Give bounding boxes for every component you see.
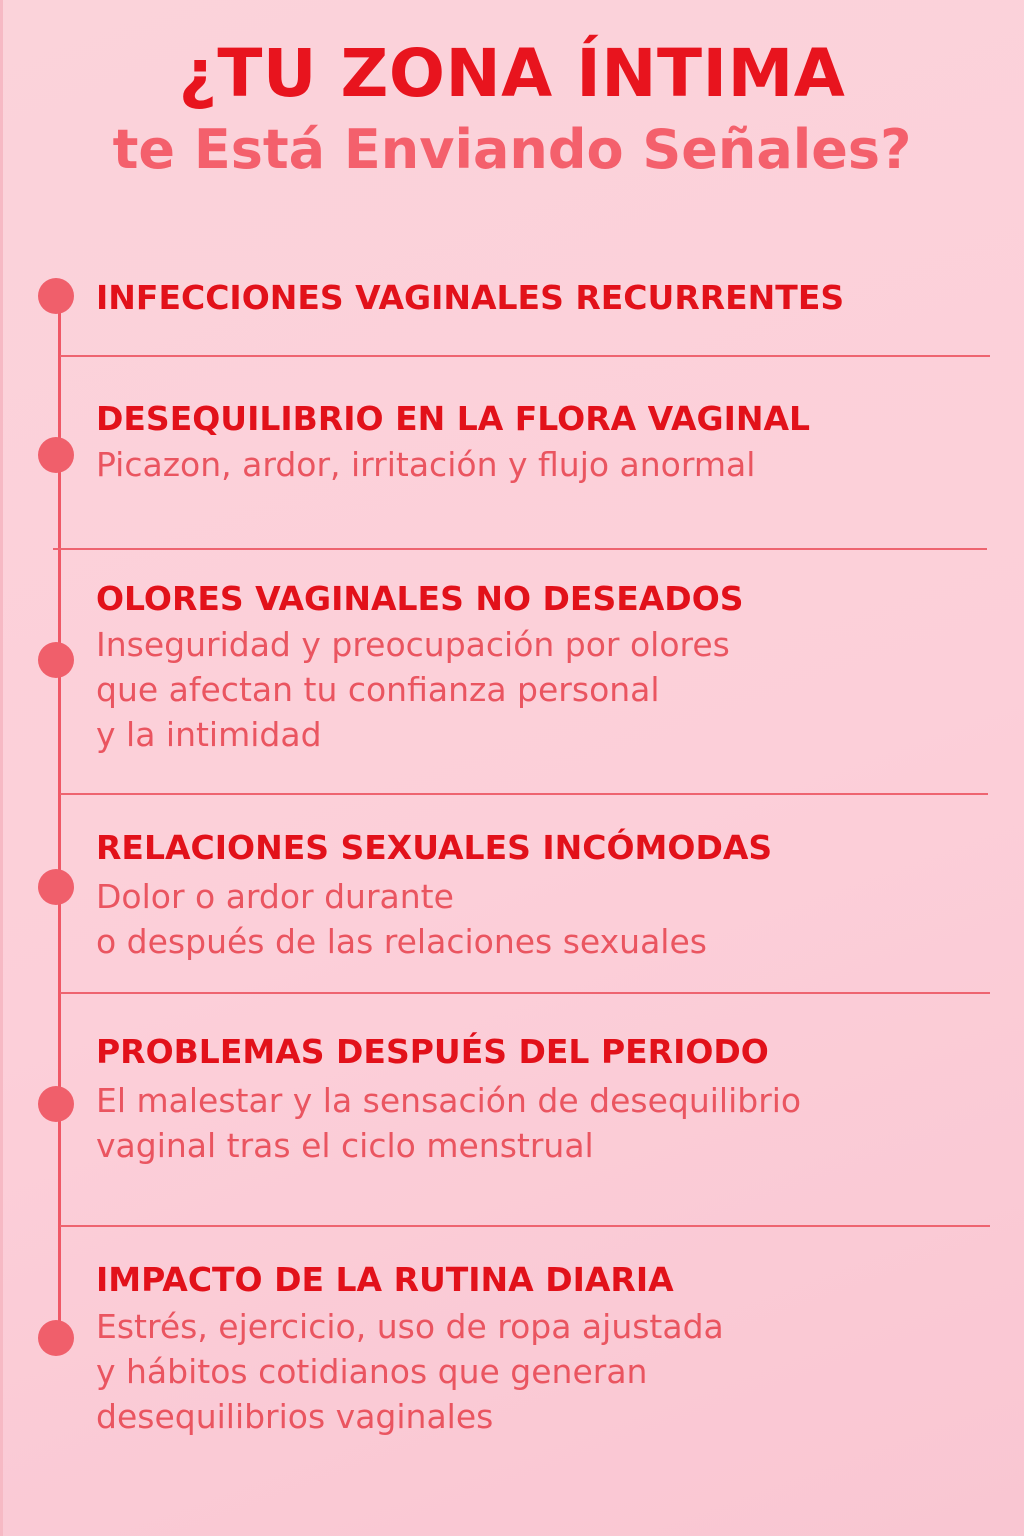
divider-5 bbox=[60, 1225, 990, 1227]
timeline-dot-5 bbox=[38, 1086, 74, 1122]
timeline-dot-1 bbox=[38, 278, 74, 314]
item-1-heading: INFECCIONES VAGINALES RECURRENTES bbox=[96, 278, 845, 317]
item-3-description: Inseguridad y preocupación por olores que afectan tu confianza personal y la intimidad bbox=[96, 625, 730, 754]
item-4-heading: RELACIONES SEXUALES INCÓMODAS bbox=[96, 828, 773, 867]
divider-3 bbox=[60, 793, 988, 795]
item-5-heading: PROBLEMAS DESPUÉS DEL PERIODO bbox=[96, 1032, 769, 1071]
item-3-heading: OLORES VAGINALES NO DESEADOS bbox=[96, 579, 744, 618]
item-2-description: Picazon, ardor, irritación y flujo anormal bbox=[96, 445, 756, 484]
timeline-dot-6 bbox=[38, 1320, 74, 1356]
timeline-dot-2 bbox=[38, 437, 74, 473]
item-4-description: Dolor o ardor durante o después de las relaciones sexuales bbox=[96, 877, 707, 961]
timeline-dot-4 bbox=[38, 869, 74, 905]
item-2-heading: DESEQUILIBRIO EN LA FLORA VAGINAL bbox=[96, 399, 811, 438]
item-6-description: Estrés, ejercicio, uso de ropa ajustada y hábitos cotidianos que generan desequilibrios vaginales bbox=[96, 1307, 724, 1436]
divider-1 bbox=[60, 355, 990, 357]
left-edge-border bbox=[0, 0, 3, 1536]
page-title: ¿TU ZONA ÍNTIMA bbox=[178, 35, 846, 112]
divider-2 bbox=[53, 548, 987, 550]
page-subtitle: te Está Enviando Señales? bbox=[112, 118, 912, 181]
divider-4 bbox=[60, 992, 990, 994]
item-6-heading: IMPACTO DE LA RUTINA DIARIA bbox=[96, 1260, 674, 1299]
item-5-description: El malestar y la sensación de desequilibrio vaginal tras el ciclo menstrual bbox=[96, 1081, 802, 1165]
timeline-dot-3 bbox=[38, 642, 74, 678]
